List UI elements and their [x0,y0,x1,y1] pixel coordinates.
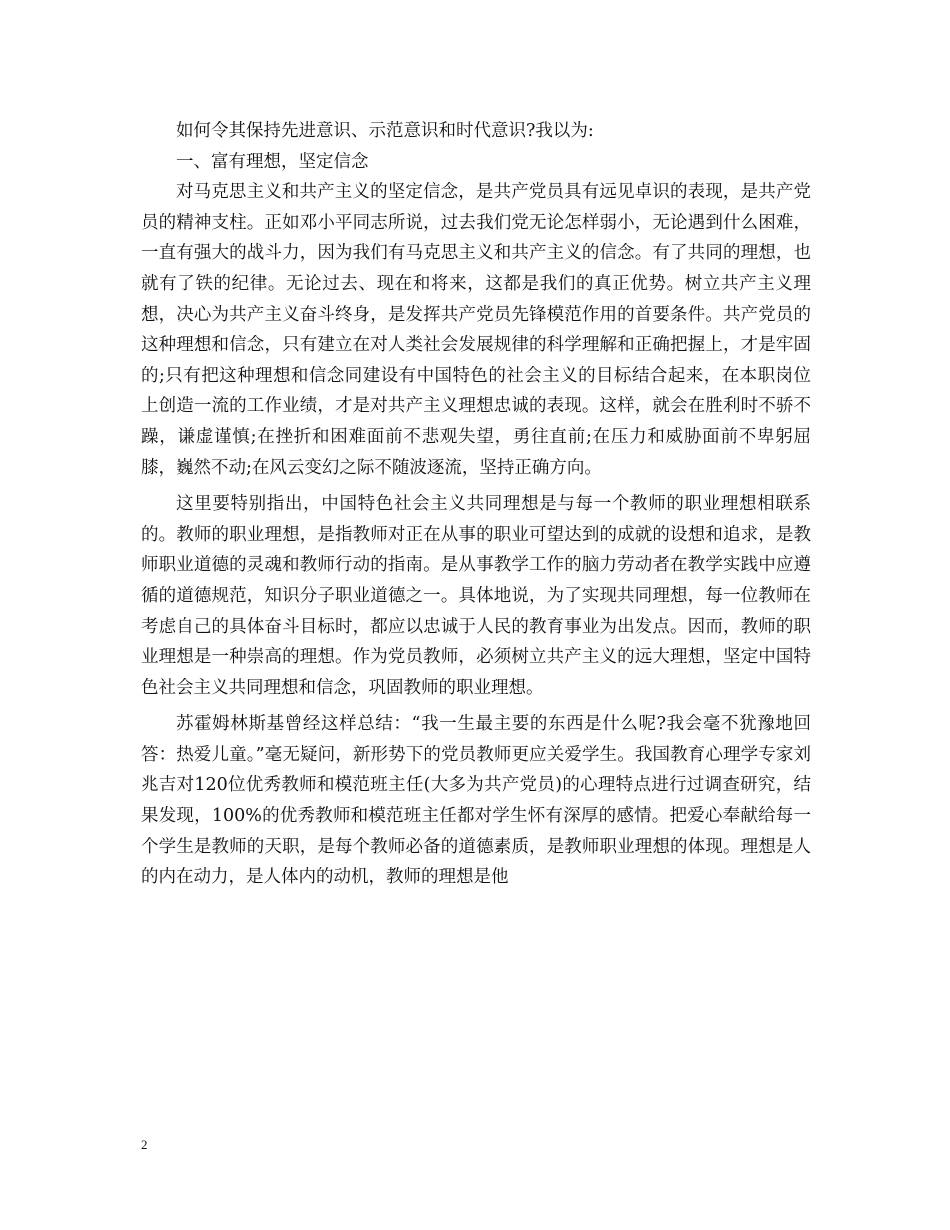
paragraph-faith: 对马克思主义和共产主义的坚定信念，是共产党员具有远见卓识的表现，是共产党员的精神支柱。正如邓小平同志所说，过去我们党无论怎样弱小，无论遇到什么困难，一直有强大的战斗力，因为我们有马克思主义和共产主义的信念。有了共同的理想，也就有了铁的纪律。无论过去、现在和将来，这都是我们的真正优势。树立共产主义理想，决心为共产主义奋斗终身，是发挥共产党员先锋模范作用的首要条件。共产党员的这种理想和信念，只有建立在对人类社会发展规律的科学理解和正确把握上，才是牢固的;只有把这种理想和信念同建设有中国特色的社会主义的目标结合起来，在本职岗位上创造一流的工作业绩，才是对共产主义理想忠诚的表现。这样，就会在胜利时不骄不躁，谦虚谨慎;在挫折和困难面前不悲观失望，勇往直前;在压力和威胁面前不卑躬屈膝，巍然不动;在风云变幻之际不随波逐流，坚持正确方向。 [141,182,811,478]
section-heading: 一、富有理想，坚定信念 [176,151,369,172]
document-body [141,116,811,893]
paragraph-love-students: 苏霍姆林斯基曾经这样总结：“我一生最主要的东西是什么呢?我会毫不犹豫地回答：热爱儿童。”毫无疑问，新形势下的党员教师更应关爱学生。我国教育心理学专家刘兆吉对120位优秀教师和模范班主任(大多为共产党员)的心理特点进行过调查研究，结果发现，100%的优秀教师和模范班主任都对学生怀有深厚的感情。把爱心奉献给每一个学生是教师的天职，是每个教师必备的道德素质，是教师职业理想的体现。理想是人的内在动力，是人体内的动机，教师的理想是他 [141,714,811,888]
paragraph-career-ideal: 这里要特别指出，中国特色社会主义共同理想是与每一个教师的职业理想相联系的。教师的职业理想，是指教师对正在从事的职业可望达到的成就的设想和追求，是教师职业道德的灵魂和教师行动的指南。是从事教学工作的脑力劳动者在教学实践中应遵循的道德规范，知识分子职业道德之一。具体地说，为了实现共同理想，每一位教师在考虑自己的具体奋斗目标时，都应以忠诚于人民的教育事业为出发点。因而，教师的职业理想是一种崇高的理想。作为党员教师，必须树立共产主义的远大理想，坚定中国特色社会主义共同理想和信念，巩固教师的职业理想。 [141,494,811,698]
page-number: 2 [141,1137,148,1152]
paragraph-intro: 如何令其保持先进意识、示范意识和时代意识?我以为: [176,121,594,141]
